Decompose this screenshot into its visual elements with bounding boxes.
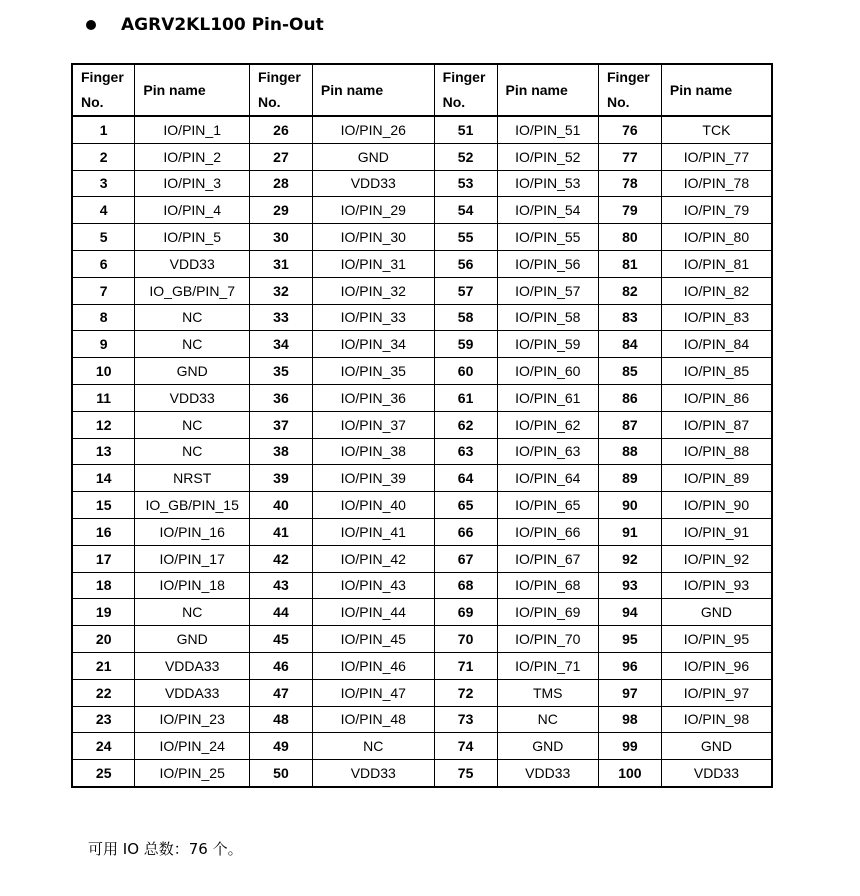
column-header-finger-no: Finger No. — [72, 64, 135, 116]
finger-number-cell: 8 — [72, 304, 135, 331]
finger-number-cell: 2 — [72, 143, 135, 170]
pin-name-cell: IO_GB/PIN_15 — [135, 492, 250, 519]
finger-number-cell: 93 — [598, 572, 661, 599]
finger-number-cell: 96 — [598, 652, 661, 679]
pin-name-cell: IO/PIN_40 — [312, 492, 434, 519]
finger-number-cell: 28 — [250, 170, 313, 197]
table-row — [72, 626, 772, 653]
finger-number-cell: 14 — [72, 465, 135, 492]
column-header-pin-name: Pin name — [135, 64, 250, 116]
pin-name-cell: IO/PIN_55 — [497, 224, 598, 251]
pin-name-cell: IO/PIN_59 — [497, 331, 598, 358]
finger-number-cell: 48 — [250, 706, 313, 733]
table-row — [72, 733, 772, 760]
finger-number-cell: 51 — [434, 116, 497, 143]
pin-name-cell: VDDA33 — [135, 679, 250, 706]
table-row — [72, 760, 772, 787]
pin-name-cell: IO/PIN_67 — [497, 545, 598, 572]
pin-name-cell: GND — [135, 626, 250, 653]
pin-name-cell: VDD33 — [497, 760, 598, 787]
pin-name-cell: IO/PIN_68 — [497, 572, 598, 599]
pin-name-cell: NC — [135, 331, 250, 358]
table-row — [72, 331, 772, 358]
table-row — [72, 143, 772, 170]
finger-number-cell: 22 — [72, 679, 135, 706]
finger-number-cell: 49 — [250, 733, 313, 760]
finger-number-cell: 18 — [72, 572, 135, 599]
pin-name-cell: IO/PIN_32 — [312, 277, 434, 304]
finger-number-cell: 6 — [72, 250, 135, 277]
table-row — [72, 518, 772, 545]
table-row — [72, 411, 772, 438]
pin-name-cell: IO/PIN_86 — [661, 384, 772, 411]
finger-number-cell: 40 — [250, 492, 313, 519]
table-row — [72, 277, 772, 304]
pin-name-cell: IO/PIN_36 — [312, 384, 434, 411]
pin-name-cell: IO/PIN_24 — [135, 733, 250, 760]
pin-name-cell: IO/PIN_56 — [497, 250, 598, 277]
table-row — [72, 224, 772, 251]
pin-name-cell: VDD33 — [312, 760, 434, 787]
pin-name-cell: IO/PIN_39 — [312, 465, 434, 492]
finger-number-cell: 87 — [598, 411, 661, 438]
finger-number-cell: 56 — [434, 250, 497, 277]
pin-name-cell: IO/PIN_25 — [135, 760, 250, 787]
finger-number-cell: 15 — [72, 492, 135, 519]
pin-name-cell: IO/PIN_81 — [661, 250, 772, 277]
pin-name-cell: IO/PIN_54 — [497, 197, 598, 224]
table-row — [72, 465, 772, 492]
finger-number-cell: 89 — [598, 465, 661, 492]
bullet-icon — [86, 20, 96, 30]
finger-number-cell: 67 — [434, 545, 497, 572]
pin-name-cell: NC — [135, 304, 250, 331]
finger-number-cell: 79 — [598, 197, 661, 224]
finger-number-cell: 23 — [72, 706, 135, 733]
finger-number-cell: 46 — [250, 652, 313, 679]
pinout-table — [71, 63, 773, 788]
pin-name-cell: IO/PIN_33 — [312, 304, 434, 331]
pin-name-cell: IO/PIN_93 — [661, 572, 772, 599]
pin-name-cell: IO/PIN_69 — [497, 599, 598, 626]
pin-name-cell: IO/PIN_47 — [312, 679, 434, 706]
table-row — [72, 116, 772, 143]
pin-name-cell: IO/PIN_66 — [497, 518, 598, 545]
finger-number-cell: 26 — [250, 116, 313, 143]
finger-number-cell: 69 — [434, 599, 497, 626]
finger-number-cell: 47 — [250, 679, 313, 706]
finger-number-cell: 5 — [72, 224, 135, 251]
finger-number-cell: 57 — [434, 277, 497, 304]
column-header-pin-name: Pin name — [497, 64, 598, 116]
pin-name-cell: IO/PIN_51 — [497, 116, 598, 143]
finger-number-cell: 71 — [434, 652, 497, 679]
pin-name-cell: NC — [497, 706, 598, 733]
pin-name-cell: IO/PIN_77 — [661, 143, 772, 170]
pin-name-cell: IO/PIN_34 — [312, 331, 434, 358]
table-row — [72, 652, 772, 679]
finger-number-cell: 83 — [598, 304, 661, 331]
finger-number-cell: 75 — [434, 760, 497, 787]
finger-number-cell: 54 — [434, 197, 497, 224]
finger-number-cell: 31 — [250, 250, 313, 277]
pin-name-cell: NRST — [135, 465, 250, 492]
pin-name-cell: NC — [135, 599, 250, 626]
finger-number-cell: 32 — [250, 277, 313, 304]
finger-number-cell: 99 — [598, 733, 661, 760]
pin-name-cell: IO/PIN_46 — [312, 652, 434, 679]
table-row — [72, 197, 772, 224]
finger-number-cell: 60 — [434, 358, 497, 385]
finger-number-cell: 11 — [72, 384, 135, 411]
table-row — [72, 170, 772, 197]
pin-name-cell: NC — [312, 733, 434, 760]
finger-number-cell: 19 — [72, 599, 135, 626]
finger-number-cell: 27 — [250, 143, 313, 170]
pin-name-cell: IO/PIN_18 — [135, 572, 250, 599]
pin-name-cell: IO/PIN_4 — [135, 197, 250, 224]
pin-name-cell: IO/PIN_44 — [312, 599, 434, 626]
pin-name-cell: IO/PIN_62 — [497, 411, 598, 438]
table-header-row — [72, 64, 772, 116]
finger-number-cell: 35 — [250, 358, 313, 385]
finger-number-cell: 91 — [598, 518, 661, 545]
heading-text: AGRV2KL100 Pin-Out — [121, 15, 324, 35]
pin-name-cell: IO/PIN_88 — [661, 438, 772, 465]
pin-name-cell: VDD33 — [135, 250, 250, 277]
pin-name-cell: GND — [661, 733, 772, 760]
section-heading — [86, 12, 324, 38]
pin-name-cell: IO/PIN_61 — [497, 384, 598, 411]
finger-number-cell: 59 — [434, 331, 497, 358]
pin-name-cell: GND — [312, 143, 434, 170]
finger-number-cell: 66 — [434, 518, 497, 545]
finger-number-cell: 30 — [250, 224, 313, 251]
finger-number-cell: 24 — [72, 733, 135, 760]
finger-number-cell: 50 — [250, 760, 313, 787]
pin-name-cell: IO/PIN_29 — [312, 197, 434, 224]
pin-name-cell: VDD33 — [312, 170, 434, 197]
pin-name-cell: IO/PIN_82 — [661, 277, 772, 304]
table-row — [72, 492, 772, 519]
pin-name-cell: NC — [135, 438, 250, 465]
finger-number-cell: 7 — [72, 277, 135, 304]
pin-name-cell: IO/PIN_96 — [661, 652, 772, 679]
finger-number-cell: 82 — [598, 277, 661, 304]
finger-number-cell: 42 — [250, 545, 313, 572]
pin-name-cell: IO/PIN_35 — [312, 358, 434, 385]
pin-name-cell: IO/PIN_71 — [497, 652, 598, 679]
pin-name-cell: IO/PIN_5 — [135, 224, 250, 251]
finger-number-cell: 80 — [598, 224, 661, 251]
finger-number-cell: 61 — [434, 384, 497, 411]
pin-name-cell: IO/PIN_3 — [135, 170, 250, 197]
finger-number-cell: 25 — [72, 760, 135, 787]
finger-number-cell: 1 — [72, 116, 135, 143]
column-header-finger-no: Finger No. — [434, 64, 497, 116]
pin-name-cell: IO/PIN_30 — [312, 224, 434, 251]
finger-number-cell: 78 — [598, 170, 661, 197]
pin-name-cell: IO/PIN_45 — [312, 626, 434, 653]
table-row — [72, 706, 772, 733]
pin-name-cell: IO/PIN_16 — [135, 518, 250, 545]
column-header-finger-no: Finger No. — [250, 64, 313, 116]
pin-name-cell: IO_GB/PIN_7 — [135, 277, 250, 304]
finger-number-cell: 41 — [250, 518, 313, 545]
pin-name-cell: IO/PIN_97 — [661, 679, 772, 706]
pin-name-cell: IO/PIN_38 — [312, 438, 434, 465]
pin-name-cell: TMS — [497, 679, 598, 706]
table-row — [72, 679, 772, 706]
pin-name-cell: IO/PIN_63 — [497, 438, 598, 465]
finger-number-cell: 88 — [598, 438, 661, 465]
finger-number-cell: 39 — [250, 465, 313, 492]
table-row — [72, 599, 772, 626]
pin-name-cell: IO/PIN_41 — [312, 518, 434, 545]
finger-number-cell: 10 — [72, 358, 135, 385]
pin-name-cell: IO/PIN_92 — [661, 545, 772, 572]
finger-number-cell: 85 — [598, 358, 661, 385]
table-row — [72, 384, 772, 411]
pin-name-cell: IO/PIN_37 — [312, 411, 434, 438]
finger-number-cell: 44 — [250, 599, 313, 626]
finger-number-cell: 12 — [72, 411, 135, 438]
pin-name-cell: IO/PIN_26 — [312, 116, 434, 143]
column-header-pin-name: Pin name — [661, 64, 772, 116]
pin-name-cell: IO/PIN_98 — [661, 706, 772, 733]
pin-name-cell: IO/PIN_91 — [661, 518, 772, 545]
pin-name-cell: IO/PIN_83 — [661, 304, 772, 331]
pin-name-cell: IO/PIN_60 — [497, 358, 598, 385]
finger-number-cell: 81 — [598, 250, 661, 277]
pin-name-cell: GND — [497, 733, 598, 760]
pin-name-cell: VDD33 — [135, 384, 250, 411]
pin-name-cell: IO/PIN_80 — [661, 224, 772, 251]
table-row — [72, 250, 772, 277]
finger-number-cell: 58 — [434, 304, 497, 331]
pin-name-cell: IO/PIN_70 — [497, 626, 598, 653]
finger-number-cell: 20 — [72, 626, 135, 653]
finger-number-cell: 95 — [598, 626, 661, 653]
finger-number-cell: 92 — [598, 545, 661, 572]
finger-number-cell: 72 — [434, 679, 497, 706]
pin-name-cell: IO/PIN_53 — [497, 170, 598, 197]
finger-number-cell: 53 — [434, 170, 497, 197]
finger-number-cell: 77 — [598, 143, 661, 170]
finger-number-cell: 13 — [72, 438, 135, 465]
pin-name-cell: VDDA33 — [135, 652, 250, 679]
column-header-pin-name: Pin name — [312, 64, 434, 116]
finger-number-cell: 65 — [434, 492, 497, 519]
finger-number-cell: 55 — [434, 224, 497, 251]
pin-name-cell: IO/PIN_43 — [312, 572, 434, 599]
finger-number-cell: 36 — [250, 384, 313, 411]
table-row — [72, 545, 772, 572]
io-count-note: 可用 IO 总数：76 个。 — [88, 840, 243, 858]
finger-number-cell: 43 — [250, 572, 313, 599]
pin-name-cell: IO/PIN_65 — [497, 492, 598, 519]
pin-name-cell: IO/PIN_58 — [497, 304, 598, 331]
pin-name-cell: VDD33 — [661, 760, 772, 787]
finger-number-cell: 9 — [72, 331, 135, 358]
finger-number-cell: 94 — [598, 599, 661, 626]
finger-number-cell: 38 — [250, 438, 313, 465]
table-row — [72, 438, 772, 465]
finger-number-cell: 29 — [250, 197, 313, 224]
pin-name-cell: GND — [661, 599, 772, 626]
finger-number-cell: 52 — [434, 143, 497, 170]
pin-name-cell: IO/PIN_78 — [661, 170, 772, 197]
finger-number-cell: 70 — [434, 626, 497, 653]
finger-number-cell: 90 — [598, 492, 661, 519]
pin-name-cell: IO/PIN_17 — [135, 545, 250, 572]
finger-number-cell: 64 — [434, 465, 497, 492]
table-body — [72, 116, 772, 787]
pin-name-cell: IO/PIN_2 — [135, 143, 250, 170]
pin-name-cell: IO/PIN_52 — [497, 143, 598, 170]
finger-number-cell: 100 — [598, 760, 661, 787]
pin-name-cell: IO/PIN_57 — [497, 277, 598, 304]
finger-number-cell: 37 — [250, 411, 313, 438]
table-row — [72, 304, 772, 331]
table-row — [72, 572, 772, 599]
pin-name-cell: IO/PIN_90 — [661, 492, 772, 519]
table-row — [72, 358, 772, 385]
pin-name-cell: IO/PIN_85 — [661, 358, 772, 385]
finger-number-cell: 21 — [72, 652, 135, 679]
finger-number-cell: 73 — [434, 706, 497, 733]
column-header-finger-no: Finger No. — [598, 64, 661, 116]
pin-name-cell: IO/PIN_42 — [312, 545, 434, 572]
pin-name-cell: TCK — [661, 116, 772, 143]
pin-name-cell: IO/PIN_84 — [661, 331, 772, 358]
finger-number-cell: 34 — [250, 331, 313, 358]
pin-name-cell: IO/PIN_79 — [661, 197, 772, 224]
finger-number-cell: 68 — [434, 572, 497, 599]
finger-number-cell: 63 — [434, 438, 497, 465]
finger-number-cell: 84 — [598, 331, 661, 358]
finger-number-cell: 74 — [434, 733, 497, 760]
finger-number-cell: 3 — [72, 170, 135, 197]
pin-name-cell: GND — [135, 358, 250, 385]
finger-number-cell: 86 — [598, 384, 661, 411]
pin-name-cell: IO/PIN_89 — [661, 465, 772, 492]
pin-name-cell: IO/PIN_31 — [312, 250, 434, 277]
finger-number-cell: 62 — [434, 411, 497, 438]
pin-name-cell: IO/PIN_87 — [661, 411, 772, 438]
pin-name-cell: NC — [135, 411, 250, 438]
pin-name-cell: IO/PIN_64 — [497, 465, 598, 492]
finger-number-cell: 98 — [598, 706, 661, 733]
pin-name-cell: IO/PIN_23 — [135, 706, 250, 733]
pin-name-cell: IO/PIN_95 — [661, 626, 772, 653]
finger-number-cell: 4 — [72, 197, 135, 224]
finger-number-cell: 17 — [72, 545, 135, 572]
finger-number-cell: 76 — [598, 116, 661, 143]
pin-name-cell: IO/PIN_48 — [312, 706, 434, 733]
pin-name-cell: IO/PIN_1 — [135, 116, 250, 143]
finger-number-cell: 33 — [250, 304, 313, 331]
finger-number-cell: 45 — [250, 626, 313, 653]
finger-number-cell: 97 — [598, 679, 661, 706]
finger-number-cell: 16 — [72, 518, 135, 545]
